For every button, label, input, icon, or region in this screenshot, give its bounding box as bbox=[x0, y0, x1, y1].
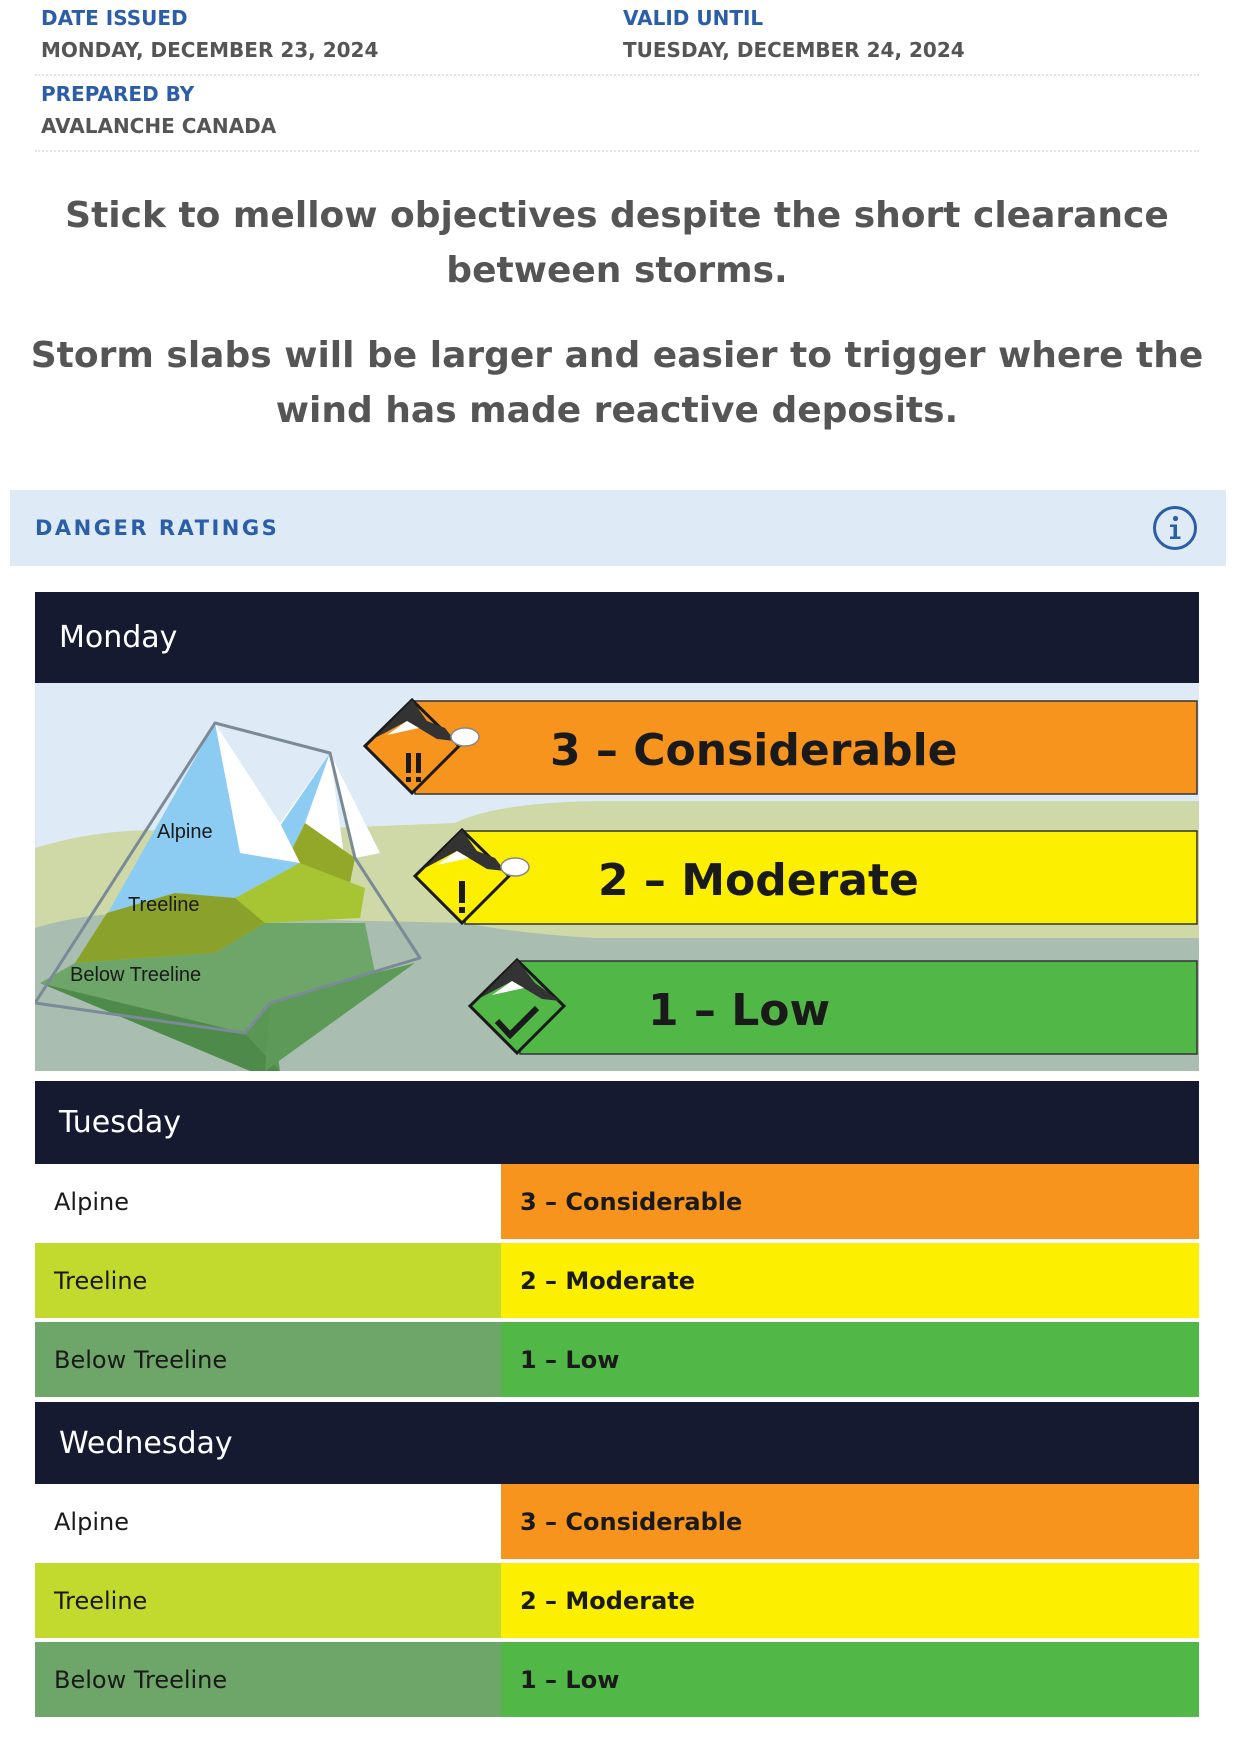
rating-row-wednesday-treeline bbox=[35, 1563, 1199, 1638]
date-issued bbox=[35, 0, 617, 74]
danger-rating-graphic bbox=[35, 683, 1199, 1071]
danger-ratings-title: DANGER RATINGS bbox=[35, 516, 280, 540]
rating-value: 1 – Low bbox=[501, 1642, 1199, 1717]
alpine-elevation-label: Alpine bbox=[157, 821, 213, 843]
treeline-elevation-label: Treeline bbox=[128, 894, 200, 916]
rating-row-tuesday-treeline bbox=[35, 1243, 1199, 1318]
headline-secondary: Storm slabs will be larger and easier to trigger where the wind has made reactive deposits. bbox=[30, 335, 1204, 431]
date-issued-value: MONDAY, DECEMBER 23, 2024 bbox=[41, 38, 379, 62]
headline-primary: Stick to mellow objectives despite the short clearance between storms. bbox=[65, 195, 1169, 291]
prepared-by-label: PREPARED BY bbox=[41, 82, 195, 106]
forecast-meta bbox=[35, 0, 1199, 152]
date-issued-label: DATE ISSUED bbox=[41, 6, 188, 30]
rating-row-wednesday-alpine bbox=[35, 1484, 1199, 1559]
day-header-wednesday: Wednesday bbox=[35, 1402, 1199, 1484]
valid-until-label: VALID UNTIL bbox=[623, 6, 764, 30]
day-header-tuesday: Tuesday bbox=[35, 1081, 1199, 1164]
rating-value: 1 – Low bbox=[501, 1322, 1199, 1397]
day-header-monday: Monday bbox=[35, 592, 1199, 683]
rating-value: 3 – Considerable bbox=[501, 1484, 1199, 1559]
below-treeline-elevation-label: Below Treeline bbox=[70, 964, 202, 986]
rating-value: 2 – Moderate bbox=[501, 1243, 1199, 1318]
elevation-label: Treeline bbox=[35, 1563, 501, 1638]
rating-row-tuesday-below-treeline bbox=[35, 1322, 1199, 1397]
rating-value: 2 – Moderate bbox=[501, 1563, 1199, 1638]
valid-until-value: TUESDAY, DECEMBER 24, 2024 bbox=[623, 38, 965, 62]
prepared-by bbox=[35, 76, 620, 150]
treeline-rating-text: 2 – Moderate bbox=[598, 855, 919, 906]
info-circle-icon[interactable] bbox=[1152, 505, 1198, 551]
valid-until bbox=[617, 0, 1199, 74]
prepared-by-value: AVALANCHE CANADA bbox=[41, 114, 277, 138]
rating-row-tuesday-alpine bbox=[35, 1164, 1199, 1239]
elevation-label: Alpine bbox=[35, 1164, 501, 1239]
rating-row-wednesday-below-treeline bbox=[35, 1642, 1199, 1717]
below-treeline-rating-bar bbox=[520, 961, 1197, 1054]
meta-row-dates bbox=[35, 0, 1199, 76]
elevation-label: Below Treeline bbox=[35, 1642, 501, 1717]
below-treeline-rating-text: 1 – Low bbox=[648, 985, 831, 1036]
alpine-rating-text: 3 – Considerable bbox=[550, 725, 958, 776]
rating-value: 3 – Considerable bbox=[501, 1164, 1199, 1239]
elevation-label: Alpine bbox=[35, 1484, 501, 1559]
meta-row-prepared bbox=[35, 76, 1199, 152]
danger-ratings-header bbox=[10, 490, 1226, 566]
elevation-label: Below Treeline bbox=[35, 1322, 501, 1397]
elevation-label: Treeline bbox=[35, 1243, 501, 1318]
